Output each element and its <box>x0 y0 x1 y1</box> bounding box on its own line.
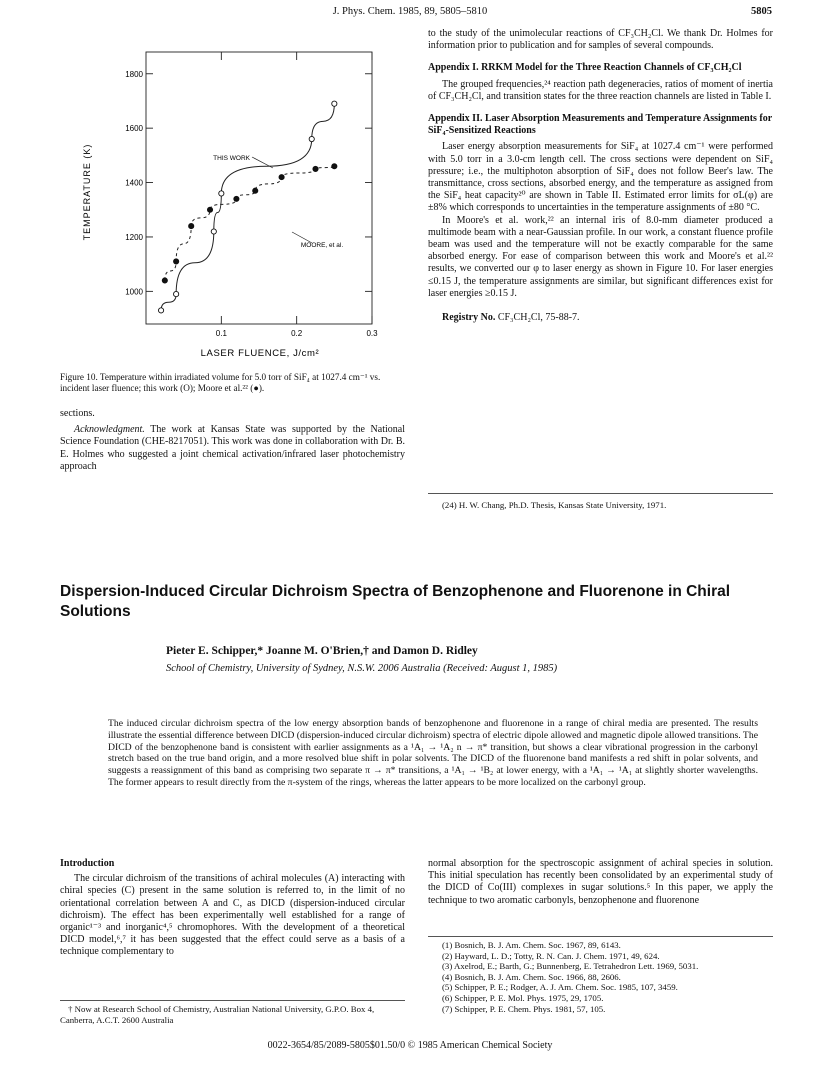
moore-point <box>174 259 179 264</box>
introduction-left-text: The circular dichroism of the transitions of achiral molecules (A) interacting with chiral species (C) present in the same solution is referred to, in the limit of no orientational correlation between A and C, as DICD (dispersion-induced circular dichroism). The effect has been experimentally well established for a range of organic¹⁻³ and inorganic⁴,⁵ chromophores. With the development of a theoretical DICD model,⁶,⁷ it has been suggested that the effect could serve as a basis of a technique complementary to <box>60 873 405 958</box>
introduction-right-text: normal absorption for the spectroscopic assignment of achiral species in solution. This initial speculation has recently been consolidated by an experimental study of the DICD of Co(III) complexes in sugar solutions.⁵ In this paper, we apply the technique to two aromatic carbonyls, benzophenone and fluorenone <box>428 858 773 906</box>
y-tick-label: 1200 <box>125 232 143 242</box>
sections-end: sections. <box>60 408 95 419</box>
this-work-point <box>332 101 337 106</box>
moore-point <box>332 164 337 169</box>
this-work-curve <box>161 104 334 311</box>
intro-references <box>428 940 787 1014</box>
continuation-text: to the study of the unimolecular reactions of CF₃CH₂Cl. We thank Dr. Holmes for information prior to publication and for samples of several compounds. <box>428 28 773 52</box>
reference-item: (6) Schipper, P. E. Mol. Phys. 1975, 29, 1705. <box>442 992 604 1003</box>
moore-point <box>162 278 167 283</box>
journal-citation: J. Phys. Chem. 1985, 89, 5805–5810 <box>332 6 488 17</box>
article-abstract: The induced circular dichroism spectra of the low energy absorption bands of benzophenone and fluorenone in a range of chiral media are presented. The results illustrate the essential difference between DICD (dispersion-induced circular dichroism) spectra of electric dipole allowed and magnetic dipole allowed transitions. The DICD of the benzophenone band is consistent with earlier assignments as a ¹A₁ → ¹A₂ n → π* transition, but shows a clear vibrational progression in the carbonyl stretch based on the true band origin, and a more resolved blue shift in polar solvents. The DICD of the fluorenone band manifests a red shift in polar solvents, and suggests a reassignment of this band as comprising two separate π → π* transitions, a ¹A₁ → ¹B₂ at lower energy, with a ¹A₁ → ¹A₁ at slightly shorter wavelengths. The former appears to result directly from the π-system of the rings, whereas the latter appears to be more localized on the carbonyl group. <box>108 718 758 788</box>
this-work-point <box>174 291 179 296</box>
x-axis-label: LASER FLUENCE, J/cm² <box>200 348 320 359</box>
figure-10 <box>60 44 405 366</box>
moore-point <box>207 207 212 212</box>
moore-point <box>234 196 239 201</box>
moore-point <box>189 223 194 228</box>
y-tick-label: 1400 <box>125 178 143 188</box>
article-affiliation: School of Chemistry, University of Sydney, N.S.W. 2006 Australia (Received: August 1, 1985) <box>166 663 558 674</box>
reference-item: (2) Hayward, L. D.; Totty, R. N. Can. J. Chem. 1971, 49, 624. <box>442 950 660 961</box>
reference-item: (7) Schipper, P. E. Chem. Phys. 1981, 57, 105. <box>442 1003 606 1014</box>
page-number: 5805 <box>751 6 772 17</box>
reference-24: (24) H. W. Chang, Ph.D. Thesis, Kansas State University, 1971. <box>442 500 667 510</box>
figure-caption: Figure 10. Temperature within irradiated volume for 5.0 torr of SiF₄ at 1027.4 cm⁻¹ vs. incident laser fluence; this work (O); Moore et al.²² (●). <box>60 372 381 393</box>
appendix-1-text: The grouped frequencies,²⁴ reaction path degeneracies, ratios of moment of inertia of CF₃CH₂Cl, and transition states for the three reaction channels are listed in Table I. <box>428 78 773 102</box>
y-tick-label: 1000 <box>125 287 143 297</box>
author-footnote: † Now at Research School of Chemistry, Australian National University, G.P.O. Box 4, Canberra, A.C.T. 2600 Australia <box>60 1004 375 1025</box>
registry-label: Registry No. <box>442 312 496 324</box>
moore-annotation: MOORE, et al. <box>300 242 344 249</box>
temperature-fluence-chart <box>60 44 405 366</box>
y-tick-label: 1600 <box>125 124 143 134</box>
plot-frame <box>146 52 372 324</box>
moore-point <box>313 166 318 171</box>
appendix-2-title: Appendix II. Laser Absorption Measurements and Temperature Assignments for SiF₄-Sensitized Reactions <box>428 113 773 137</box>
x-tick-label: 0.1 <box>215 329 227 338</box>
moore-point <box>279 175 284 180</box>
article-authors: Pieter E. Schipper,* Joanne M. O'Brien,† and Damon D. Ridley <box>166 645 478 657</box>
article-title: Dispersion-Induced Circular Dichroism Spectra of Benzophenone and Fluorenone in Chiral Solutions <box>60 583 731 620</box>
this-work-annotation: THIS WORK <box>213 155 250 162</box>
moore-point <box>253 188 258 193</box>
acknowledgment-label: Acknowledgment. <box>74 424 145 436</box>
references-rule <box>428 493 773 494</box>
this-work-point <box>211 229 216 234</box>
this-work-point <box>219 191 224 196</box>
y-tick-label: 1800 <box>125 69 143 79</box>
this-work-point <box>158 308 163 313</box>
appendix-2-paragraph-1: Laser energy absorption measurements for SiF₄ at 1027.4 cm⁻¹ were performed with 5.0 torr in a 3.0-cm length cell. The cross sections were dependent on SiF₄ pressure; i.e., the multiphoton absorption of SiF₄ does not follow Beer's law. The transmittance, cross sections, absorbed energy, and the temperature as assigned from the SiF₄ heat capacity²⁰ are shown in Table II. Estimated error limits for σL(φ) are ±8% which corresponds to uncertainties in the temperature assignments of ±80 °C. <box>428 141 773 214</box>
appendix-2-paragraph-2: In Moore's et al. work,²² an internal iris of 8.0-mm diameter produced a multimode beam with a near-Gaussian profile. In our work, a constant fluence profile beam was used and the temperature will not be exactly comparable for the same absorbed energy. For ease of comparison between this work and Moore's et al.²² results, we converted our φ to laser energy as shown in Figure 10. For laser energies ≤0.15 J, the temperature assignments are similar, but significant differences exist for laser energies ≥0.15 J. <box>428 214 773 299</box>
reference-item: (1) Bosnich, B. J. Am. Chem. Soc. 1967, 89, 6143. <box>442 940 621 950</box>
appendix-1-title: Appendix I. RRKM Model for the Three Reaction Channels of CF₃CH₂Cl <box>428 62 742 74</box>
reference-item: (4) Bosnich, B. J. Am. Chem. Soc. 1966, 88, 2606. <box>442 971 621 982</box>
registry-text: CF₃CH₂Cl, 75-88-7. <box>497 312 580 324</box>
reference-item: (5) Schipper, P. E.; Rodger, A. J. Am. Chem. Soc. 1985, 107, 3459. <box>442 982 678 993</box>
footnote-rule <box>60 1000 405 1001</box>
intro-references-rule <box>428 936 773 937</box>
reference-item: (3) Axelrod, E.; Barth, G.; Bunnenberg, E. Tetrahedron Lett. 1969, 5031. <box>442 961 699 972</box>
acknowledgment-text: The work at Kansas State was supported by the National Science Foundation (CHE-8217051). This work was done in collaboration with Dr. B. E. Holmes who suggested a joint chemical activation/infrared laser photochemistry approach <box>60 424 405 472</box>
x-tick-label: 0.3 <box>366 329 378 338</box>
y-axis-label: TEMPERATURE (K) <box>82 143 92 241</box>
x-tick-label: 0.2 <box>291 329 303 338</box>
introduction-heading: Introduction <box>60 858 115 869</box>
page-footer: 0022-3654/85/2089-5805$01.50/0 © 1985 American Chemical Society <box>267 1040 553 1051</box>
this-work-point <box>309 136 314 141</box>
